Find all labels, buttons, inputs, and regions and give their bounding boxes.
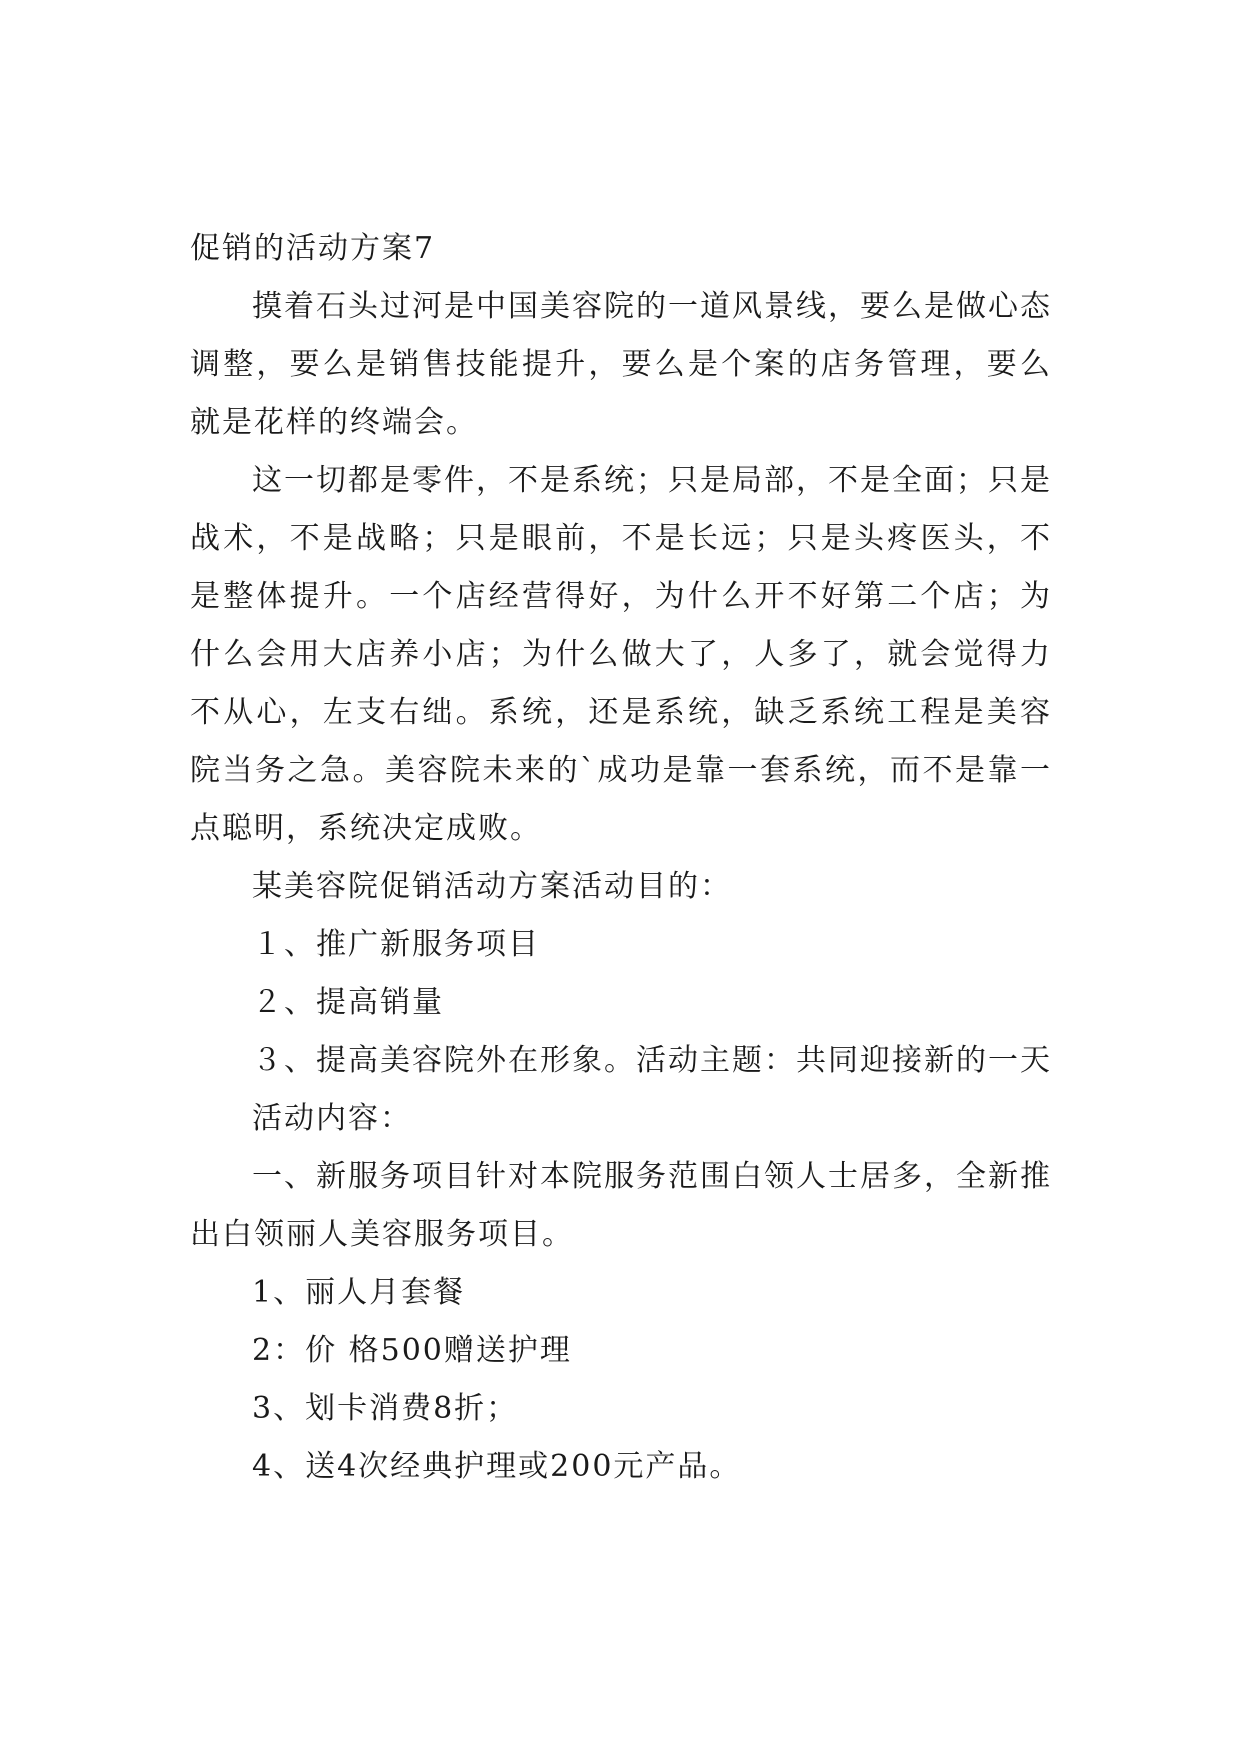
objective-item-1: １、推广新服务项目: [252, 927, 540, 962]
package-item-4: 4、送4次经典护理或200元产品。: [252, 1449, 742, 1484]
document-title: 促销的活动方案7: [190, 231, 436, 266]
paragraph-intro: 摸着石头过河是中国美容院的一道风景线，要么是做心态调整，要么是销售技能提升，要么是个案的店务管理，要么就是花样的终端会。: [190, 289, 1052, 440]
paragraph-system: 这一切都是零件，不是系统；只是局部，不是全面；只是战术，不是战略；只是眼前，不是长远；只是头疼医头，不是整体提升。一个店经营得好，为什么开不好第二个店；为什么会用大店养小店；为什么做大了，人多了，就会觉得力不从心，左支右绌。系统，还是系统，缺乏系统工程是美容院当务之急。美容院未来的`成功是靠一套系统，而不是靠一点聪明，系统决定成败。: [190, 463, 1052, 846]
objective-item-3: ３、提高美容院外在形象。活动主题：共同迎接新的一天: [252, 1043, 1052, 1078]
paragraph-objectives-heading: 某美容院促销活动方案活动目的：: [252, 869, 732, 904]
document-body: [190, 220, 1052, 1496]
package-item-3: 3、划卡消费8折；: [252, 1391, 519, 1426]
new-service-paragraph: 一、新服务项目针对本院服务范围白领人士居多，全新推出白领丽人美容服务项目。: [190, 1159, 1052, 1252]
package-item-2: 2：价 格500赠送护理: [252, 1333, 572, 1368]
package-item-1: 1、丽人月套餐: [252, 1275, 466, 1310]
activity-content-heading: 活动内容：: [252, 1101, 412, 1136]
objective-item-2: ２、提高销量: [252, 985, 444, 1020]
